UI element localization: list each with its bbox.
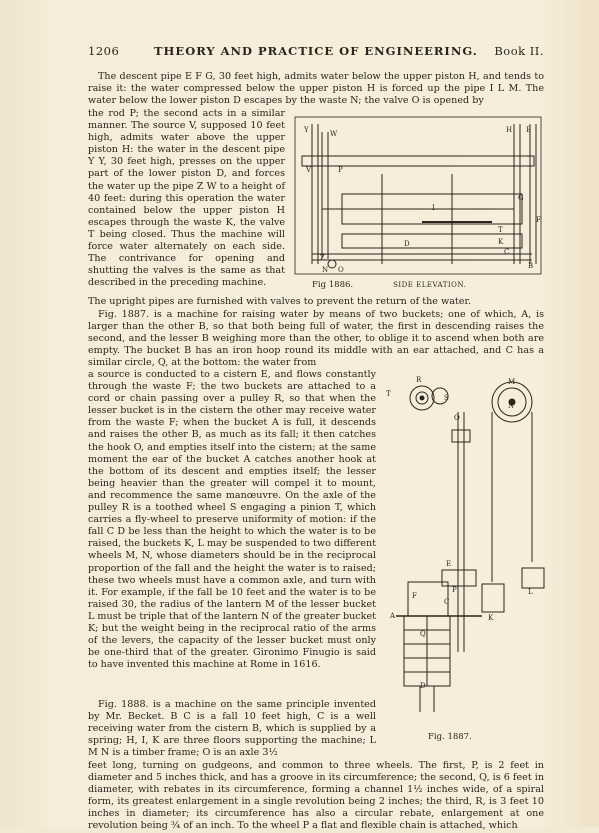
fig1-label-e: E [526,126,532,134]
fig2-label-r: R [416,376,422,384]
paragraph-4-full: feet long, turning on gudgeons, and common to three wheels. The first, P, is 2 feet in diameter and 5 inches thick, and has a groove in its circumference; the second, Q, is 6 feet in diameter, with rebates in its circumference, forming a channel 1½ inches wide, of a spiral form, its greatest enlargement in a single revolution being 2 inches; the third, R, is 3 feet 10 inches in diameter; its circumference has also a circular rebate, enlargement at one revolution being ¾ of an inch. To the wheel P a flat and flexible chain is attached, which [88,760,544,832]
page-number: 1206 [88,44,120,58]
fig1-label-d: D [404,240,410,248]
fig2-label-e: E [446,560,452,568]
figure-1886-caption-text: Fig 1886. [312,280,354,290]
fig2-label-q: Q [420,630,426,638]
figure-1887-caption: Fig. 1887. [428,732,472,742]
paragraph-2-full: The upright pipes are furnished with valves to prevent the return of the water. [88,296,472,307]
fig1-label-y: Y [304,126,309,134]
fig1-label-o: O [338,266,344,274]
running-title: THEORY AND PRACTICE OF ENGINEERING. [154,44,478,58]
fig1-label-c: C [504,248,510,256]
fig1-label-v: V [306,166,312,174]
fig1-label-n: N [322,266,329,274]
fig2-label-m: M [508,378,516,386]
fig1-label-z: Z [320,254,325,262]
paragraph-4-left-column: Fig. 1888. is a machine on the same principle invented by Mr. Becket. B C is a fall 10 feet high, C is a well receiving water from the cistern B, which is supplied by a spring; H, I, K are three floors supporting the machine; L M N is a timber frame; O is an axle 3½ [88,699,376,759]
figure-1887 [382,372,547,750]
figure-1886-subcaption: SIDE ELEVATION. [393,281,467,289]
fig2-label-p: P [452,586,457,594]
paragraph-3-left-column: a source is conducted to a cistern E, and flows constantly through the waste F; the two buckets are attached to a cord or chain passing over a pulley R, so that when the lesser bucket is in the cistern the other may receive water from the waste F; when the bucket A is full, it descends and raises the other B, as much as its fall; it then catches the hook O, and empties itself into the cistern; at the same moment the ear of the bucket A catches another hook at the bottom of its descent and empties itself; the lesser being heavier than the greater will compel it to mount, and recommence the same manœuvre. On the axle of the pulley R is a toothed wheel S engaging a pinion T, which carries a fly-wheel to preserve uniformity of motion: if the fall C D be less than the height to which the water is to be raised, the buckets K, L may be suspended to two different wheels M, N, whose diameters should be in the reciprocal proportion of the fall and the height the water is to raised; these two wheels must have a common axle, and turn with it. For example, if the fall be 10 feet and the water is to be raised 30, the radius of the lantern M of the lesser bucket L must be triple that of the lantern N of the greater bucket K; but the weight being in the reciprocal ratio of the arms of the levers, the capacity of the lesser bucket must only be one-third that of the greater. Gironimo Finugio is said to have invented this machine at Rome in 1616. [88,369,376,671]
fig1-label-t: T [498,226,503,234]
paragraph-3-full: Fig. 1887. is a machine for raising water by means of two buckets; one of which, A, is larger than the other B, so that both being full of water, the first in descending raises the second, and the lesser B weighing more than the other, to oblige it to ascend when both are empty. The bucket B has an iron hoop round its middle with an ear attached, and C has a similar circle, Q, at the bottom: the water from [88,309,544,369]
figure-1886 [292,114,544,294]
paragraph-1-full: The descent pipe E F G, 30 feet high, admits water below the upper piston H, and tends to raise it: the water compressed below the upper piston H is forced up the pipe I L M. The water below the lower piston D escapes by the waste N; the valve O is opened by [88,71,544,107]
fig2-label-a: A [390,612,396,620]
fig2-label-s: S [444,394,449,402]
fig1-label-g: G [518,194,524,202]
fig2-label-f: F [412,592,417,600]
fig2-label-l: L [528,588,533,596]
running-header [88,44,544,60]
fig1-label-k: K [498,238,504,246]
fig2-label-o: O [454,414,460,422]
figure-1886-labels [292,114,544,294]
fig1-label-h: H [506,126,513,134]
figure-1886-caption [312,280,466,290]
book-number: Book II. [494,44,544,58]
fig2-label-t: T [386,390,391,398]
fig2-label-n: N [508,402,515,410]
fig2-label-k: K [488,614,494,622]
fig2-label-c: C [444,598,450,606]
fig1-label-p: P [338,166,343,174]
fig1-label-i: I [432,204,435,212]
paragraph-1-left-column: the rod P; the second acts in a similar manner. The source V, supposed 10 feet high, admits water above the upper piston H: the water in the descent pipe Y Y, 30 feet high, presses on the upper part of the lower piston D, and forces the water up the pipe Z W to a height of 40 feet: during this operation the water contained below the upper piston H escapes through the waste K, the valve T being closed. Thus the machine will force water alternately on each side. The contrivance for opening and shutting the valves is the same as that described in the preceding machine. [88,108,285,289]
fig1-label-w: W [330,130,338,138]
fig2-label-d: D [420,682,426,690]
fig1-label-f: F [536,216,541,224]
figure-1887-labels [382,372,547,750]
fig1-label-b: B [528,262,534,270]
